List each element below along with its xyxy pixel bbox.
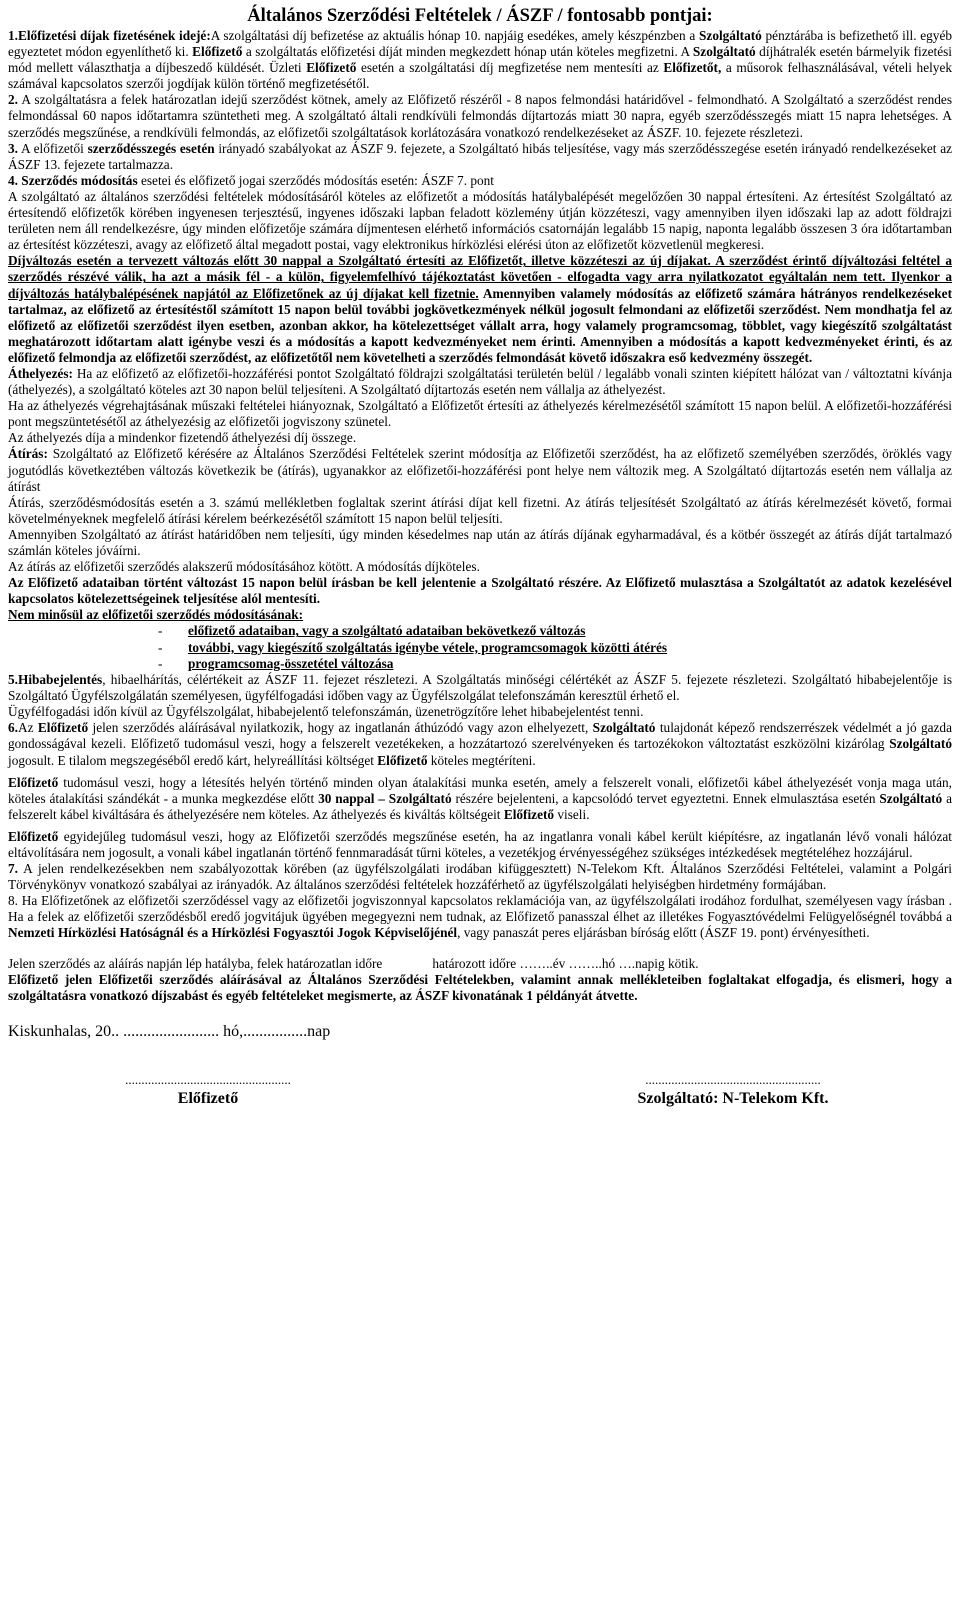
section-6b-text: viseli. (554, 806, 590, 822)
authority-name: Nemzeti Hírközlési Hatóságnál és a Hírközlési Fogyasztói Jogok Képviselőjénél (8, 925, 458, 941)
list-item (8, 656, 952, 672)
transfer-heading: Átírás: (8, 446, 48, 462)
relocation-technical: Ha az áthelyezés végrehajtásának műszaki feltételei hiányoznak, Szolgáltató a Előfizetőt értesíti az áthelyezés kérelmezésétől számított 15 napon belül. A előfizetői-hozzáférési pont megszüntetésétől az áthelyezésig az előfizetői jogviszony szünetel. (8, 398, 952, 430)
closing-text: Előfizető jelen Előfizetői szerződés aláírásával az Általános Szerződési Feltételekben, valamint annak mellékleteiben foglaltakat elfogadja, és elismeri, hogy a szolgáltatásra vonatkozó díjszabást és egyéb feltételeket megismerte, az ÁSZF kivonatának 1 példányát átvette. (8, 971, 952, 1003)
subscriber-signature (78, 1073, 338, 1109)
section-8-text: 8. Ha Előfizetőnek az előfizetői szerződéssel vagy az előfizetői jogviszonnyal kapcsolatos reklamációja van, az ügyfélszolgálati irodához fordulhat, személyesen vagy írásban . Ha a felek az előfizetői szerződésből eredő jogvitájuk ügyében megegyezni nem tudnak, az Előfizető panasszal élhet az illetékes Fogyasztóvédelmi Felügyelőségnél továbbá a (8, 893, 952, 925)
dash-bullet: - (158, 639, 163, 655)
fee-change-underlined: Díjváltozás esetén a tervezett változás előtt 30 nappal a Szolgáltató értesíti az Előfizetőt, illetve közzéteszi az új díjakat. A szerződést érintő díjváltozási feltétel a szerződés részévé válik, ha azt a másik fél - a külön, figyelemfelhívó tájékoztatást követően - elfogadta vagy arra nyilatkozatot egyáltalán nem tett. Ilyenkor a díjváltozás hatálybalépésének napjától az Előfizetőnek az új díjakat kell fizetnie. (8, 253, 952, 301)
effective-definite: határozott időre ……..év ……..hó ….napig kötik. (432, 955, 699, 971)
term-elofizeto: Előfizető (306, 60, 357, 76)
list-item (8, 640, 952, 656)
term-elofizeto: Előfizető (192, 44, 243, 60)
place-and-date: Kiskunhalas, 20.. ........................ hó,................nap (8, 1022, 331, 1040)
section-6b-text: a felszerelt kábel kiváltására és áthelyezésére nem köteles. Az áthelyezés és kiváltás költségeit (8, 790, 952, 822)
term-szolgaltato: Szolgáltató (889, 736, 952, 752)
not-modification-heading (8, 607, 952, 623)
data-change-text: Az Előfizető adataiban történt változást 15 napon belül írásban be kell jelentenie a Szolgáltató részére. Az Előfizető mulasztása a Szolgáltatót az adatok kezelésével kapcsolatos kötelezettségeinek teljesítése alól mentesíti. (8, 575, 952, 607)
section-1-payment (8, 28, 952, 92)
section-6-relocation-work (8, 775, 952, 823)
term-30-days: 30 nappal – Szolgáltató (318, 790, 452, 806)
section-2-number: 2. (8, 92, 18, 108)
transfer-formal: Az átírás az előfizetői szerződés alakszerű módosításához kötött. A módosítás díjköteles. (8, 559, 480, 575)
section-7-text: A jelen rendelkezésekben nem szabályozottak körében (az ügyfélszolgálati irodában kifüggesztett) N-Telekom Kft. Általános Szerződési Feltételei, valamint a Polgári Törvénykönyv vonatkozó szabályai az irányadók. Az általános szerződési feltételek hozzáférhető az ügyfélszolgálati helyiségben hirdetmény formájában. (8, 861, 952, 893)
section-6c-text: egyidejűleg tudomásul veszi, hogy az Előfizetői szerződés megszűnése esetén, ha az ingatlanra vonali kábel került kiépítésre, az ingatlanán lévő vonali hálózat eltávolítására nem jogosult, a vonali kábel ingatlanán történő fennmaradását tűrni köteles, a vezetékjog érvényességéhez szükséges intézkedések megtételéhez hozzájárul. (8, 828, 952, 861)
section-4-text: esetei és előfizető jogai szerződés módosítás esetén: ÁSZF 7. pont (137, 172, 494, 188)
dash-bullet: - (158, 655, 163, 671)
section-6-text: jogosult. E tilalom megszegéséből eredő kárt, helyreállítási költséget (8, 752, 378, 768)
transfer-text: Szolgáltató az Előfizető kérésére az Általános Szerződési Feltételek szerint módosítja az Előfizetői szerződést, ha az előfizető személyében szerződés, öröklés vagy jogutódlás következtében változás következik be (átírás), ugyanakkor az előfizetői-hozzáférési pont helye nem változik meg. A Szolgáltató díjtartozás esetén nem vállalja az átírást (8, 446, 952, 494)
section-5-text: , hibaelhárítás, célértékeit az ÁSZF 11. fejezet részletezi. A Szolgáltatás minőségi célértékét az ÁSZF 5. fejezete részletezi. Szolgáltató hibabejelentője is Szolgáltató Ügyfélszolgálatán személyesen, ügyfélfogadási időben vagy az Ügyfélszolgálat telefonszámán keresztül érhető el. (8, 672, 952, 704)
term-szolgaltato: Szolgáltató (692, 44, 756, 60)
section-2-contract-term (8, 92, 952, 140)
transfer-penalty: Amennyiben Szolgáltató az átírást határidőben nem teljesíti, úgy minden késedelmes nap után az átírás díjának egyharmadával, és a kötbér összegét az átírás díját tartalmazó számlán köteles jóváírni. (8, 526, 952, 558)
section-1-heading: 1.Előfizetési díjak fizetésének idejé: (8, 28, 211, 43)
section-1-text: pénztárába is befizethető ill. egyéb egyeztetet módon egyenlíthető ki. (8, 28, 952, 60)
section-5-after-hours: Ügyfélfogadási időn kívül az Ügyfélszolgálat, hibabejelentő telefonszámán, üzenetrögzítőre lehet hibabejelentést tenni. (8, 704, 644, 720)
signature-label: Szolgáltató: N-Telekom Kft. (637, 1089, 829, 1107)
list-item-text: előfizető adataiban, vagy a szolgáltató adataiban bekövetkező változás (188, 623, 586, 639)
section-1-text: díjhátralék esetén bármelyik fizetési mód mellett választhatja a díjbeszedő küldését. Üzleti (8, 44, 952, 76)
section-6-termination-cable (8, 829, 952, 861)
closing-statement (8, 972, 952, 1004)
section-1-text: esetén a szolgáltatási díj megfizetése nem mentesíti az (356, 60, 664, 76)
list-item-text: további, vagy kiegészítő szolgáltatás igénybe vétele, programcsomagok közötti átérés (188, 639, 668, 655)
section-6-text: köteles megtéríteni. (427, 752, 536, 768)
section-6-property (8, 720, 952, 768)
section-7-number: 7. (8, 861, 18, 877)
section-3-text: irányadó szabályokat az ÁSZF 9. fejezete, a Szolgáltató hibás teljesítése, vagy más szerződésszegése esetén irányadó rendelkezéseket az ÁSZF 13. fejezete tartalmazza. (8, 140, 952, 172)
section-7-governing-rules (8, 861, 952, 893)
section-5-heading: 5.Hibabejelentés (8, 672, 103, 688)
list-item-text: programcsomag-összetétel változása (188, 655, 394, 671)
section-3-number: 3. (8, 140, 18, 156)
section-3-breach (8, 141, 952, 173)
relocation-text: Ha az előfizető az előfizetői-hozzáférési pontot Szolgáltató földrajzi szolgáltatási területén belül / legalább vonali szinten kiépített hálózat van / változtatni kívánja (áthelyezés), a szolgáltató köteles azt 30 napon belül teljesíteni. A Szolgáltató díjtartozás esetén nem vállalja az áthelyezést. (8, 365, 952, 398)
signature-line: ...................................................... (645, 1071, 821, 1087)
term-szolgaltato: Szolgáltató (879, 790, 943, 806)
term-elofizeto: Előfizető (8, 828, 59, 844)
not-modification-list (8, 623, 952, 672)
term-elofizetot: Előfizetőt, (663, 60, 722, 76)
section-1-text: a műsorok felhasználásával, vételi helyek számával kapcsolatos szerzői jogdíjak külön történő megfizetésétől. (8, 60, 952, 92)
section-4-modification (8, 173, 952, 189)
fee-change-bold: Amennyiben valamely módosítás az előfizető számára hátrányos rendelkezéseket tartalmaz, az előfizető az értesítéstől számított 15 napon belül további jogkövetkezmények nélkül jogosult felmondani az előfizetői szerződést. Nem mondhatja fel az előfizető az előfizetői szerződést ilyen esetben, azonban akkor, ha kötelezettséget vállalt arra, hogy valamely programcsomag, többlet, vagy kiegészítő szolgáltatást meghatározott időtartam alatt igénybe veszi és a módosítás a kapott kedvezményeket nem érinti. Amennyiben a módosítás a kapott kedvezményeket érinti, és az előfizető felmondja az előfizetői szerződést, az előfizetőtől nem követelheti a szerződés felmondását követő időszakra eső kedvezmény összegét. (8, 285, 952, 365)
term-elofizeto: Előfizető (37, 720, 89, 736)
transfer-paragraph (8, 446, 952, 494)
section-4-notice-paragraph: A szolgáltató az általános szerződési feltételek módosításáról köteles az előfizetőt a módosítás hatálybalépését megelőzően 30 nappal értesíteni. Az értesítést Szolgáltató az értesítendő előfizetők körében ingyenesen terjesztésű, ingyenes időszaki lapban feladott közlemény útján közzéteszi, vagy amennyiben ilyen időszaki lap az adott földrajzi területen nem áll rendelkezésre, úgy minden előfizetője számára díjmentesen elérhető információs csatornáján legalább 15 napig, naponta legalább összesen 3 óra időtartamban az értesítést közzéteszi, avagy az előfizető által megadott postai, vagy elektronikus hírközlési elérési úton az előfizetőt közvetlenül megkeresi. (8, 188, 952, 253)
section-8-text: , vagy panaszát peres eljárásban bíróság előtt (ÁSZF 19. pont) érvényesítheti. (457, 925, 870, 941)
term-szolgaltato: Szolgáltató (699, 28, 762, 43)
term-elofizeto: Előfizető (8, 774, 59, 790)
not-modification-label: Nem minősül az előfizetői szerződés módosításának: (8, 607, 304, 623)
effective-indefinite: Jelen szerződés az aláírás napján lép hatályba, felek határozatlan időre (8, 955, 383, 971)
relocation-paragraph (8, 366, 952, 398)
provider-signature (593, 1073, 873, 1109)
term-elofizeto: Előfizető (377, 752, 428, 768)
effective-clause (8, 956, 952, 972)
section-6-number: 6. (8, 720, 18, 736)
section-3-term: szerződésszegés esetén (87, 140, 215, 156)
signature-line: ................................................... (125, 1071, 291, 1087)
document-title: Általános Szerződési Feltételek / ÁSZF / fontosabb pontjai: (247, 6, 713, 26)
signature-label: Előfizető (177, 1089, 239, 1107)
section-6b-text: tudomásul veszi, hogy a létesítés helyén történő minden olyan átalakítási munka esetén, amely a felszerelt vonali, előfizetői kábel áthelyezését vonja maga után, köteles átalakítási szándékát - a munka megkezdése előtt (8, 774, 952, 806)
term-szolgaltato: Szolgáltató (592, 720, 656, 736)
relocation-heading: Áthelyezés: (8, 365, 73, 381)
section-1-text: a szolgáltatás előfizetési díját minden megkezdett hónap után köteles megfizetni. A (242, 44, 693, 60)
section-2-text: A szolgáltatásra a felek határozatlan idejű szerződést kötnek, amely az Előfizető részéről - 8 napos felmondási határidővel - felmondható. A Szolgáltató a szerződést rendes felmondással 60 napos időtartamra szüntetheti meg. A szolgáltató általi rendkívüli felmondás díjtartozás miatt 30 napra, egyéb szerződésszegés miatt 15 napra lehetséges. A szerződés megszűnése, a rendkívüli felmondás, az előfizetői szolgáltatások korlátozására vonatkozó rendelkezéseket az ÁSZF. 10. fejezete részletezi. (8, 92, 952, 140)
section-6-text: Az (17, 720, 38, 736)
section-6-text: jelen szerződés aláírásával nyilatkozik, hogy az ingatlanán áthúzódó vagy azon elhelyezett, (88, 720, 593, 736)
section-5-fault-report (8, 672, 952, 704)
relocation-fee: Az áthelyezés díja a mindenkor fizetendő áthelyezési díj összege. (8, 430, 357, 446)
section-3-text: A előfizetői (17, 140, 88, 156)
transfer-fee: Átírás, szerződésmódosítás esetén a 3. számú mellékletben foglaltak szerint átírási díjat kell fizetni. Az átírás teljesítését Szolgáltató az átírás kérelmezését követő, formai követelményeknek megfelelő átírási kérelem beérkezésétől számított 15 napon belül teljesíti. (8, 494, 952, 526)
section-4-fee-change (8, 253, 952, 366)
section-6-text: tulajdonát képező rendszerrészek védelmét a jó gazda gondosságával kezeli. Előfizető tudomásul veszi, hogy a felszerelt vezetékeken, a hozzátartozó szerelvényeken és tartozékokon változtatást eszközölni kizárólag (8, 720, 952, 752)
section-6b-text: részére bejelenteni, a kapcsolódó tervet egyeztetni. Ennek elmulasztása esetén (451, 790, 880, 806)
section-1-text: A szolgáltatási díj befizetése az aktuális hónap 10. napjáig esedékes, amely készpénzben a (210, 28, 700, 43)
data-change-notice (8, 575, 952, 607)
section-4-heading: 4. Szerződés módosítás (8, 172, 138, 188)
section-8-complaints (8, 893, 952, 941)
dash-bullet: - (158, 623, 163, 639)
list-item (8, 623, 952, 639)
signature-row (8, 1073, 952, 1133)
term-elofizeto: Előfizető (503, 806, 555, 822)
